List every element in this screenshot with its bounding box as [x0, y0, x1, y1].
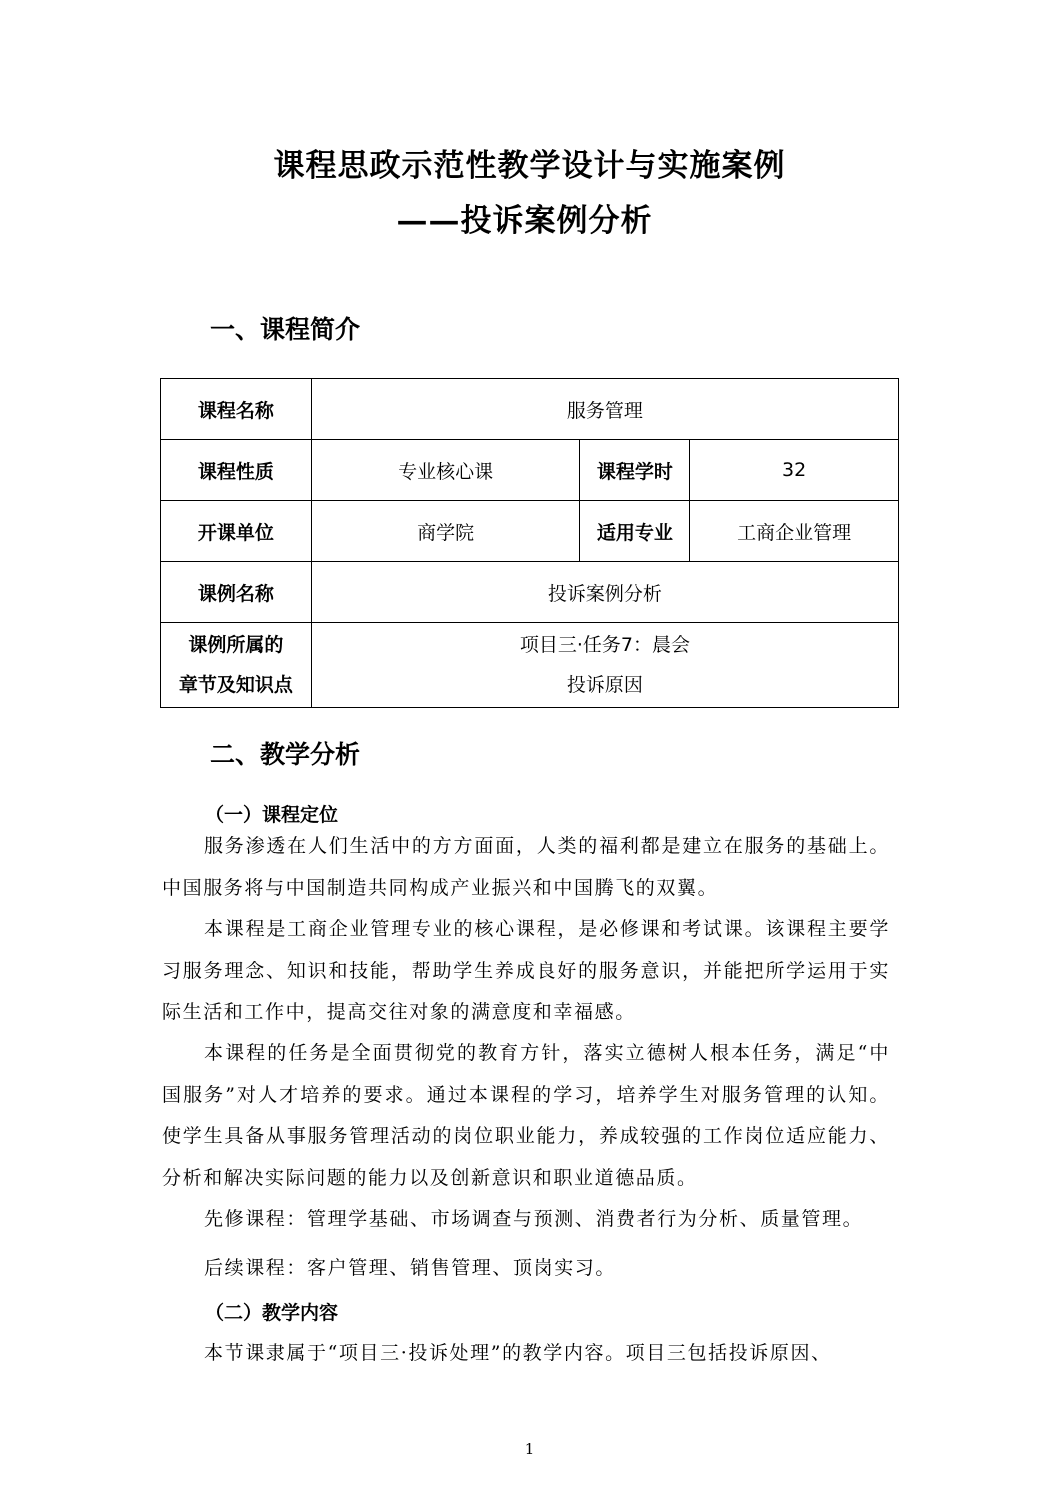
- chapter-label-line1: 课例所属的: [188, 634, 284, 656]
- chapter-value-line1: 项目三·任务7：晨会: [519, 634, 690, 656]
- document-title: 课程思政示范性教学设计与实施案例: [273, 148, 786, 184]
- paragraph-2: 本课程是工商企业管理专业的核心课程，是必修课和考试课。该课程主要学习服务理念、知识和技能，帮助学生养成良好的服务意识，并能把所学运用于实际生活和工作中，提高交往对象的满意度和幸福感。: [162, 918, 890, 1023]
- paragraph-follow-up-courses: 后续课程：客户管理、销售管理、顶岗实习。: [204, 1257, 617, 1279]
- course-unit-label: 开课单位: [161, 501, 312, 562]
- course-hours-label: 课程学时: [580, 440, 690, 501]
- paragraph-teaching-content: 本节课隶属于“项目三·投诉处理”的教学内容。项目三包括投诉原因、: [204, 1342, 832, 1364]
- table-row: [161, 501, 899, 562]
- case-name-label: 课例名称: [161, 562, 312, 623]
- table-row: [161, 623, 899, 708]
- course-nature-label: 课程性质: [161, 440, 312, 501]
- course-name-value: 服务管理: [311, 379, 898, 440]
- applicable-major-value: 工商企业管理: [690, 501, 899, 562]
- course-info-table: [160, 378, 899, 708]
- section-heading-teaching-analysis: 二、教学分析: [210, 740, 361, 769]
- table-row: [161, 440, 899, 501]
- paragraph-prerequisites: 先修课程：管理学基础、市场调查与预测、消费者行为分析、质量管理。: [204, 1208, 864, 1230]
- page-number: 1: [524, 1440, 535, 1458]
- chapter-label-line2: 章节及知识点: [178, 674, 293, 696]
- subsection-teaching-content: （二）教学内容: [205, 1302, 339, 1324]
- subsection-course-positioning: （一）课程定位: [205, 804, 339, 826]
- case-name-value: 投诉案例分析: [311, 562, 898, 623]
- course-nature-value: 专业核心课: [311, 440, 580, 501]
- chapter-value-line2: 投诉原因: [566, 674, 643, 696]
- course-hours-value: 32: [690, 440, 899, 501]
- course-name-label: 课程名称: [161, 379, 312, 440]
- section-heading-course-intro: 一、课程简介: [210, 315, 361, 344]
- paragraph-3: 本课程的任务是全面贯彻党的教育方针，落实立德树人根本任务，满足“中国服务”对人才培养的要求。通过本课程的学习，培养学生对服务管理的认知。使学生具备从事服务管理活动的岗位职业能力，养成较强的工作岗位适应能力、分析和解决实际问题的能力以及创新意识和职业道德品质。: [162, 1042, 890, 1189]
- chapter-value: [311, 623, 898, 708]
- course-unit-value: 商学院: [311, 501, 580, 562]
- applicable-major-label: 适用专业: [580, 501, 690, 562]
- document-subtitle: ——投诉案例分析: [396, 203, 653, 239]
- chapter-label: [161, 623, 312, 708]
- table-row: [161, 379, 899, 440]
- table-row: [161, 562, 899, 623]
- paragraph-1: 服务渗透在人们生活中的方方面面，人类的福利都是建立在服务的基础上。中国服务将与中国制造共同构成产业振兴和中国腾飞的双翼。: [162, 835, 890, 899]
